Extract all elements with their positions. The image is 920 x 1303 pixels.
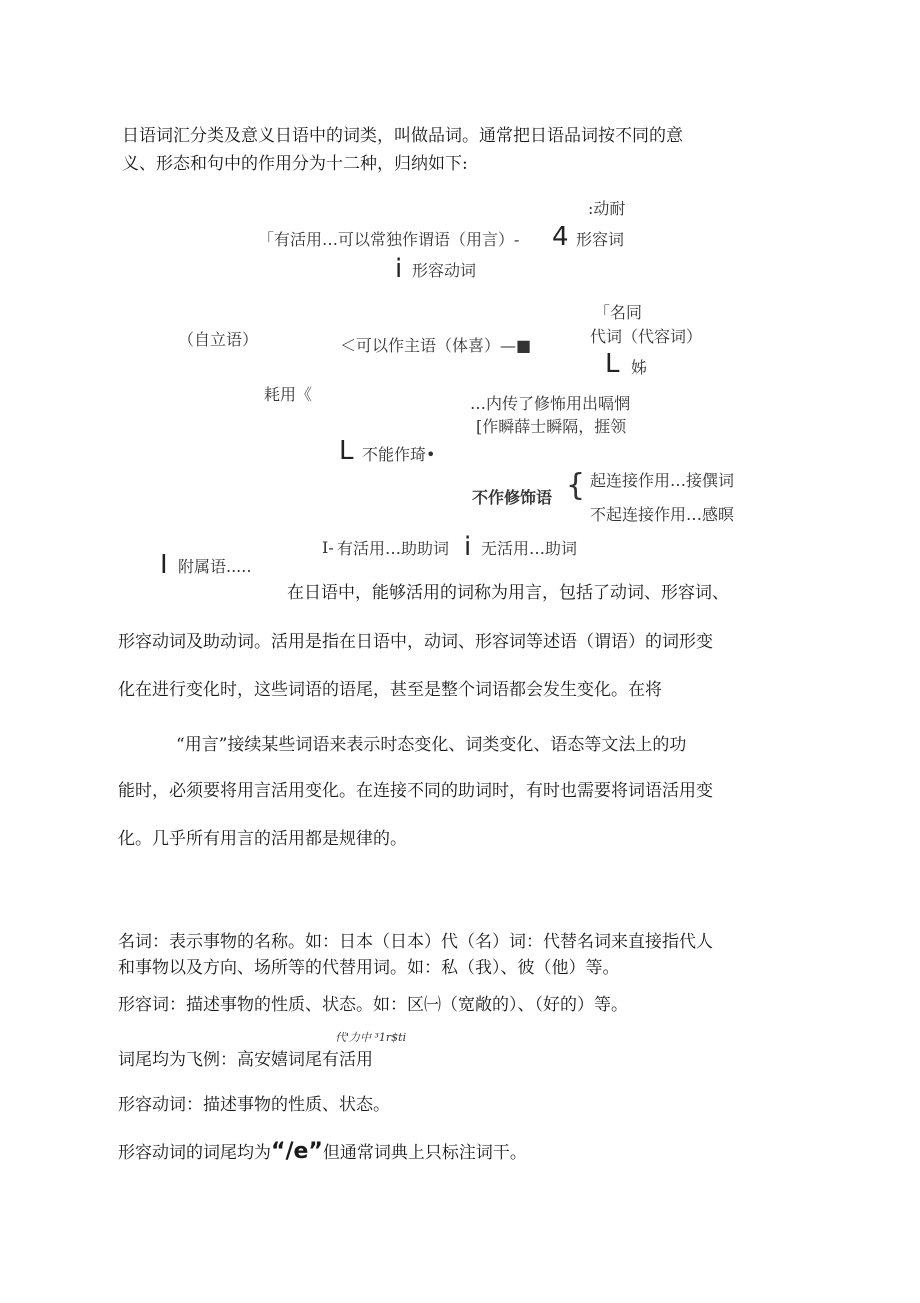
adjective-label: 形容词 [576, 230, 625, 249]
noun-def-line-2: 和事物以及方向、场所等的代替用词。如：私（我）、彼（他）等。 [118, 958, 620, 978]
body-p2-line-2: 能时，必须要将用言活用变化。在连接不同的助词时，有时也需要将词语活用变 [118, 781, 713, 801]
intro-line-2: 义、形态和句中的作用分为十二种，归纳如下: [122, 154, 468, 174]
body-p1-line-3: 化在进行变化时，这些词语的语尾，甚至是整个词语都会发生变化。在将 [118, 680, 662, 700]
adjective-def: 形容词：描述事物的性质、状态。如：区㈠（宽敞的）、（好的）等。 [118, 995, 628, 1015]
not-modifier-label: 不作修饰语 [472, 488, 553, 507]
body-p2-line-1: “用言”接续某些词语来表示时态变化、词类变化、语态等文法上的功 [176, 735, 687, 755]
has-conjugation-label: 「有活用…可以常独作谓语（用言）- [258, 230, 520, 249]
adjectival-verb-label: 形容动词 [412, 261, 477, 280]
numeral-label: 姊 [631, 358, 648, 377]
body-p2-line-3: 化。几乎所有用言的活用都是规律的。 [118, 829, 407, 849]
body-p1-line-2: 形容动词及助动词。活用是指在日语中，动词、形容词等述语（谓语）的词形变 [118, 632, 713, 652]
attached-label: 附属语..... [178, 557, 252, 576]
noun-label: 「名同 [594, 303, 643, 322]
adjectival-verb-ending-pre: 形容动词的词尾均为 [118, 1143, 271, 1163]
bracket-mark-i2: i [464, 532, 472, 562]
bracket-mark-L1: L [605, 349, 620, 379]
noun-def-line-1: 名词：表示事物的名称。如：日本（日本）代（名）词：代替名词来直接指代人 [118, 932, 713, 952]
verb-label: :动耐 [588, 199, 626, 218]
pronoun-label: 代词（代容词） [590, 327, 703, 346]
brace-icon: { [566, 468, 586, 503]
bracket-mark-i: i [395, 254, 403, 284]
intro-line-1: 日语词汇分类及意义日语中的词类，叫做品词。通常把日语品词按不同的意 [122, 126, 683, 146]
bracket-mark-I: I [160, 550, 168, 580]
conjunction-label: 起连接作用…接僎词 [590, 471, 735, 490]
ending-line: 词尾均为飞例：高安嬉词尾有活用 [118, 1050, 373, 1070]
interjection-label: 不起连接作用…感暝 [590, 505, 735, 524]
particle-label: 无活用…助词 [481, 539, 578, 558]
subject-label: ＜可以作主语（体喜）—■ [340, 336, 532, 355]
adjectival-verb-ending-post: 但通常词典上只标注词干。 [322, 1143, 527, 1163]
modifier-line-2: [作瞬薛士瞬隔，捱领 [476, 417, 627, 436]
self-standing-label: （自立语） [178, 330, 259, 349]
bracket-mark-L2: L [339, 436, 354, 466]
aux-verb-prefix: I- [322, 538, 334, 557]
bracket-mark-4: 4 [552, 222, 569, 252]
aux-verb-label: 有活用…助助词 [337, 539, 450, 558]
adjectival-verb-ending [118, 1139, 527, 1165]
cannot-label: 不能作琦• [362, 445, 436, 464]
adjectival-verb-def: 形容动词：描述事物的性质、状态。 [118, 1095, 390, 1115]
adjectival-verb-quote: “/e” [271, 1139, 323, 1164]
modifier-line-1: …内传了修怖用出嗝惘 [470, 394, 631, 413]
no-conjugation-label: 耗用《 [264, 385, 313, 404]
tiny-note: 代'力中 ³1r$ti [335, 1031, 407, 1044]
body-p1-line-1: 在日语中，能够活用的词称为用言，包括了动词、形容词、 [287, 583, 729, 603]
